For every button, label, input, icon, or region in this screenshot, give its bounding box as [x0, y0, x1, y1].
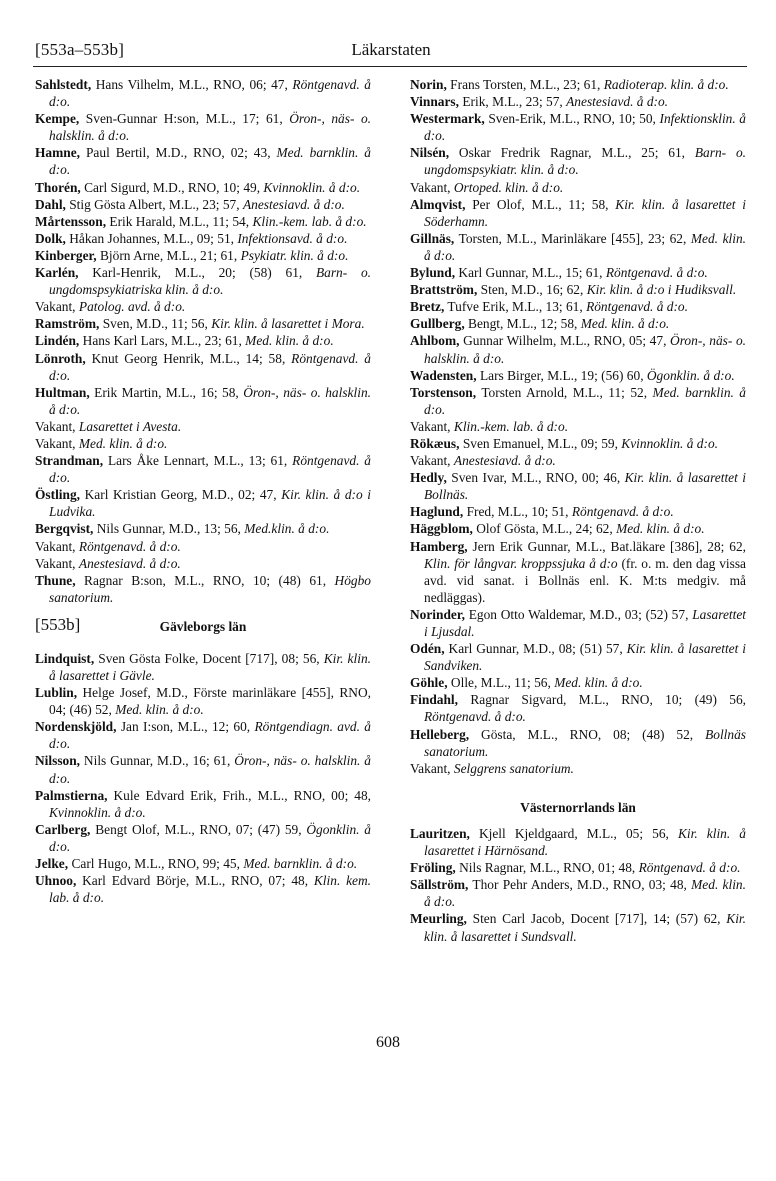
- directory-entry: [35, 486, 371, 520]
- entry-details: Vakant,: [35, 418, 79, 434]
- section-heading: [35, 614, 371, 640]
- directory-entry: [410, 332, 746, 366]
- entry-details: Hans Karl Lars, M.L., 23; 61,: [79, 333, 246, 349]
- entry-name: Ramström,: [35, 316, 100, 332]
- entry-details: Karl-Henrik, M.L., 20; (58) 61,: [78, 265, 316, 281]
- entry-workplace: Anestesiavd. å d:o.: [78, 555, 181, 571]
- entry-name: Wadensten,: [410, 367, 477, 383]
- entry-name: Lönroth,: [35, 350, 86, 366]
- entry-details: Hans Vilhelm, M.L., RNO, 06; 47,: [91, 77, 293, 92]
- entry-workplace: Med. klin. å d:o.: [424, 230, 746, 263]
- entry-name: Östling,: [35, 487, 81, 503]
- entry-workplace: Infektionsklin. å d:o.: [424, 111, 746, 144]
- entry-details: Vakant,: [410, 760, 454, 776]
- directory-entry: [35, 144, 371, 178]
- directory-entry: [35, 821, 371, 855]
- directory-entry: [410, 418, 746, 435]
- entry-workplace: Kvinnoklin. å d:o.: [49, 804, 146, 820]
- entry-name: Göhle,: [410, 675, 448, 691]
- entry-details: Frans Torsten, M.L., 23; 61,: [446, 77, 604, 92]
- entry-details: Nils Gunnar, M.D., 13; 56,: [93, 521, 245, 537]
- directory-entry: [35, 452, 371, 486]
- entry-name: Norinder,: [410, 606, 465, 622]
- entry-details: Jern Erik Gunnar, M.L., Bat.läkare [386], 28; 62,: [467, 538, 746, 554]
- directory-entry: [35, 196, 371, 213]
- entry-workplace: Barn- o. ungdomspsykiatr. klin. å d:o.: [424, 145, 746, 178]
- directory-entry: [410, 538, 746, 606]
- entry-details: Sven Emanuel, M.L., 09; 59,: [459, 435, 622, 451]
- entry-workplace: Klin. kem. lab. å d:o.: [49, 873, 371, 906]
- directory-entry: [410, 384, 746, 418]
- entry-details: Helge Josef, M.D., Förste marinläkare [455], RNO, 04; (46) 52,: [49, 685, 371, 718]
- entry-name: Meurling,: [410, 911, 467, 927]
- entry-workplace: Med. barnklin. å d:o.: [424, 384, 746, 417]
- directory-entry: [410, 93, 746, 110]
- entry-workplace: Öron-, näs- o. halsklin. å d:o.: [49, 753, 371, 786]
- section-title: Västernorrlands län: [520, 799, 636, 815]
- right-column: [410, 76, 746, 945]
- entry-details: Egon Otto Waldemar, M.D., 03; (52) 57,: [464, 606, 693, 622]
- entry-workplace: Med. klin. å d:o.: [580, 316, 670, 332]
- directory-entry: [410, 825, 746, 859]
- entry-details: Jan I:son, M.L., 12; 60,: [116, 719, 255, 735]
- entry-details: Vakant,: [35, 435, 79, 451]
- entry-workplace: Röntgenavd. å d:o.: [605, 265, 708, 281]
- entry-details: Vakant,: [410, 179, 454, 195]
- entry-workplace: Ögonklin. å d:o.: [646, 367, 735, 383]
- entry-workplace: Röntgenavd. å d:o.: [49, 453, 371, 486]
- entry-details: Karl Kristian Georg, M.D., 02; 47,: [80, 487, 282, 503]
- entry-details: Nils Gunnar, M.D., 16; 61,: [80, 753, 235, 769]
- entry-details: Gösta, M.L., RNO, 08; (48) 52,: [469, 726, 706, 742]
- entry-workplace: Anestesiavd. å d:o.: [566, 94, 669, 110]
- entry-workplace: Röntgenavd. å d:o.: [49, 350, 371, 383]
- entry-workplace: Öron-, näs- o. halsklin. å d:o.: [49, 111, 371, 144]
- entry-details: Thor Pehr Anders, M.D., RNO, 03; 48,: [468, 877, 692, 893]
- entry-details: Kjell Kjeldgaard, M.L., 05; 56,: [469, 825, 678, 841]
- entry-name: Brattström,: [410, 282, 478, 298]
- entry-note: (fr. o. m. den dag vissa avd. vid sanat. i Bollnäs enl. K. M:ts medgiv. må nedläggas).: [424, 555, 746, 605]
- entry-workplace: Barn- o. ungdomspsykiatriska klin. å d:o.: [49, 265, 371, 298]
- directory-entry: [410, 760, 746, 777]
- directory-entry: [35, 384, 371, 418]
- entry-details: Vakant,: [35, 555, 79, 571]
- entry-list: [410, 825, 746, 945]
- section-ref: [553b]: [35, 614, 81, 634]
- header-rule: [33, 66, 747, 67]
- directory-entry: [410, 640, 746, 674]
- directory-entry: [35, 520, 371, 537]
- entry-name: Thorén,: [35, 179, 81, 195]
- entry-name: Gullberg,: [410, 316, 465, 332]
- entry-workplace: Röntgenavd. å d:o.: [49, 77, 371, 110]
- entry-details: Carl Hugo, M.L., RNO, 99; 45,: [68, 856, 244, 872]
- directory-entry: [410, 298, 746, 315]
- entry-details: Erik Martin, M.L., 16; 58,: [89, 384, 244, 400]
- entry-workplace: Med. klin. å d:o.: [115, 702, 204, 718]
- directory-entry: [35, 264, 371, 298]
- entry-name: Norin,: [410, 77, 447, 92]
- entry-list: [35, 76, 371, 606]
- directory-entry: [410, 910, 746, 944]
- entry-name: Karlén,: [35, 265, 79, 281]
- section-title: Gävleborgs län: [159, 618, 247, 634]
- entry-name: Hultman,: [35, 384, 90, 400]
- directory-entry: [410, 264, 746, 281]
- entry-details: Vakant,: [35, 299, 79, 315]
- section-reference: [553a–553b]: [35, 40, 125, 59]
- entry-details: Erik Harald, M.L., 11; 54,: [106, 213, 253, 229]
- entry-details: Sten, M.D., 16; 62,: [477, 282, 587, 298]
- entry-details: Sten Carl Jacob, Docent [717], 14; (57) 62,: [466, 911, 727, 927]
- entry-name: Kinberger,: [35, 247, 97, 263]
- entry-list: [410, 76, 746, 777]
- entry-name: Lindquist,: [35, 650, 95, 666]
- entry-name: Torstenson,: [410, 384, 477, 400]
- entry-workplace: Med. barnklin. å d:o.: [243, 856, 358, 872]
- entry-details: Vakant,: [410, 418, 454, 434]
- entry-workplace: Röntgenavd. å d:o.: [424, 709, 526, 725]
- directory-entry: [35, 350, 371, 384]
- directory-entry: [410, 144, 746, 178]
- directory-entry: [410, 726, 746, 760]
- directory-entry: [35, 213, 371, 230]
- directory-entry: [410, 76, 746, 93]
- entry-name: Dahl,: [35, 196, 66, 212]
- entry-workplace: Röntgenavd. å d:o.: [586, 299, 688, 315]
- entry-workplace: Med. klin. å d:o.: [424, 877, 746, 910]
- entry-workplace: Anestesiavd. å d:o.: [242, 196, 345, 212]
- entry-workplace: Röntgenavd. å d:o.: [638, 860, 741, 876]
- entry-workplace: Kir. klin. å d:o i Hudiksvall.: [586, 282, 737, 298]
- entry-details: Sven Gösta Folke, Docent [717], 08; 56,: [94, 650, 324, 666]
- entry-name: Findahl,: [410, 692, 459, 708]
- entry-name: Nilsson,: [35, 753, 81, 769]
- directory-entry: [35, 872, 371, 906]
- directory-entry: [35, 179, 371, 196]
- entry-name: Bergqvist,: [35, 521, 94, 537]
- entry-workplace: Klin.-kem. lab. å d:o.: [453, 418, 569, 434]
- entry-name: Westermark,: [410, 111, 485, 127]
- entry-name: Odén,: [410, 641, 445, 657]
- entry-details: Olof Gösta, M.L., 24; 62,: [472, 521, 617, 537]
- entry-name: Carlberg,: [35, 821, 91, 837]
- entry-name: Haglund,: [410, 504, 464, 520]
- directory-entry: [410, 110, 746, 144]
- entry-name: Strandman,: [35, 453, 104, 469]
- directory-entry: [35, 572, 371, 606]
- entry-name: Almqvist,: [410, 196, 466, 212]
- entry-name: Rökæus,: [410, 435, 460, 451]
- entry-details: Kule Edvard Erik, Frih., M.L., RNO, 00; 48,: [107, 787, 371, 803]
- directory-entry: [35, 298, 371, 315]
- entry-workplace: Patolog. avd. å d:o.: [78, 299, 186, 315]
- directory-entry: [410, 469, 746, 503]
- entry-workplace: Ortoped. klin. å d:o.: [453, 179, 564, 195]
- left-column: [35, 76, 371, 906]
- entry-details: Sven-Erik, M.L., RNO, 10; 50,: [484, 111, 660, 127]
- directory-entry: [35, 718, 371, 752]
- directory-entry: [35, 315, 371, 332]
- directory-entry: [35, 110, 371, 144]
- directory-entry: [35, 752, 371, 786]
- entry-details: Vakant,: [35, 538, 79, 554]
- entry-name: Helleberg,: [410, 726, 470, 742]
- running-title: Läkarstaten: [351, 40, 431, 59]
- entry-workplace: Med. klin. å d:o.: [245, 333, 334, 349]
- entry-details: Sven Ivar, M.L., RNO, 00; 46,: [446, 470, 625, 486]
- entry-details: Bengt Olof, M.L., RNO, 07; (47) 59,: [90, 821, 307, 837]
- entry-name: Bretz,: [410, 299, 445, 315]
- entry-name: Fröling,: [410, 860, 456, 876]
- entry-name: Hamberg,: [410, 538, 468, 554]
- entry-details: Sven-Gunnar H:son, M.L., 17; 61,: [79, 111, 290, 127]
- entry-workplace: Röntgendiagn. avd. å d:o.: [49, 719, 371, 752]
- directory-entry: [410, 503, 746, 520]
- directory-entry: [410, 674, 746, 691]
- directory-entry: [410, 179, 746, 196]
- entry-workplace: Med. klin. å d:o.: [78, 435, 168, 451]
- entry-name: Bylund,: [410, 265, 456, 281]
- entry-name: Kempe,: [35, 111, 80, 127]
- entry-workplace: Kir. klin. å lasarettet i Sundsvall.: [424, 911, 746, 944]
- page-header: [35, 40, 747, 66]
- entry-name: Vinnars,: [410, 94, 459, 110]
- entry-name: Hedly,: [410, 470, 447, 486]
- entry-workplace: Öron-, näs- o. halsklin. å d:o.: [424, 333, 746, 366]
- entry-workplace: Röntgenavd. å d:o.: [571, 504, 674, 520]
- entry-name: Ahlbom,: [410, 333, 460, 349]
- entry-name: Gillnäs,: [410, 230, 455, 246]
- entry-workplace: Med.klin. å d:o.: [244, 521, 330, 537]
- entry-workplace: Lasarettet i Ljusdal.: [424, 606, 746, 639]
- entry-workplace: Kir. klin. å lasarettet i Sandviken.: [424, 641, 746, 674]
- entry-details: Sven, M.D., 11; 56,: [99, 316, 212, 332]
- entry-details: Karl Gunnar, M.L., 15; 61,: [455, 265, 606, 281]
- entry-details: Lars Åke Lennart, M.L., 13; 61,: [103, 453, 293, 469]
- entry-workplace: Ögonklin. å d:o.: [49, 821, 371, 854]
- entry-details: Lars Birger, M.L., 19; (56) 60,: [476, 367, 647, 383]
- entry-workplace: Högbo sanatorium.: [49, 572, 371, 605]
- entry-details: Knut Georg Henrik, M.L., 14; 58,: [85, 350, 292, 366]
- entry-details: Gunnar Wilhelm, M.L., RNO, 05; 47,: [459, 333, 671, 349]
- directory-entry: [35, 418, 371, 435]
- entry-workplace: Kir. klin. å lasarettet i Söderhamn.: [424, 196, 747, 229]
- directory-entry: [410, 230, 746, 264]
- entry-name: Lauritzen,: [410, 825, 470, 841]
- entry-workplace: Kir. klin. å lasarettet i Härnösand.: [424, 825, 746, 859]
- entry-name: Thune,: [35, 572, 76, 588]
- entry-workplace: Kir. klin. å d:o i Ludvika.: [49, 487, 371, 520]
- entry-workplace: Röntgenavd. å d:o.: [78, 538, 181, 554]
- directory-entry: [35, 76, 371, 110]
- entry-details: Per Olof, M.L., 11; 58,: [465, 196, 616, 212]
- entry-details: Ragnar Sigvard, M.L., RNO, 10; (49) 56,: [458, 692, 746, 708]
- entry-workplace: Anestesiavd. å d:o.: [453, 453, 556, 469]
- entry-details: Oskar Fredrik Ragnar, M.L., 25; 61,: [449, 145, 695, 161]
- entry-details: Torsten Arnold, M.L., 11; 52,: [476, 384, 653, 400]
- entry-details: Fred, M.L., 10; 51,: [463, 504, 572, 520]
- directory-entry: [35, 855, 371, 872]
- directory-entry: [35, 230, 371, 247]
- entry-workplace: Radioterap. klin. å d:o.: [603, 77, 729, 92]
- entry-details: Karl Edvard Börje, M.L., RNO, 07; 48,: [76, 873, 314, 889]
- entry-name: Mårtensson,: [35, 213, 107, 229]
- entry-details: Carl Sigurd, M.D., RNO, 10; 49,: [80, 179, 264, 195]
- directory-entry: [410, 196, 746, 230]
- entry-workplace: Infektionsavd. å d:o.: [237, 230, 348, 246]
- directory-entry: [410, 876, 746, 910]
- entry-workplace: Bollnäs sanatorium.: [424, 726, 746, 759]
- directory-entry: [35, 332, 371, 349]
- entry-details: Stig Gösta Albert, M.L., 23; 57,: [65, 196, 243, 212]
- entry-name: Uhnoo,: [35, 873, 77, 889]
- directory-entry: [35, 247, 371, 264]
- entry-workplace: Öron-, näs- o. halsklin. å d:o.: [49, 384, 371, 417]
- entry-details: Olle, M.L., 11; 56,: [447, 675, 555, 691]
- entry-name: Häggblom,: [410, 521, 473, 537]
- entry-name: Jelke,: [35, 856, 69, 872]
- entry-workplace: Selggrens sanatorium.: [453, 760, 574, 776]
- entry-details: Erik, M.L., 23; 57,: [459, 94, 567, 110]
- directory-entry: [410, 520, 746, 537]
- entry-details: Tufve Erik, M.L., 13; 61,: [444, 299, 587, 315]
- entry-details: Bengt, M.L., 12; 58,: [464, 316, 581, 332]
- directory-entry: [410, 452, 746, 469]
- entry-details: Björn Arne, M.L., 21; 61,: [96, 247, 241, 263]
- entry-details: Nils Ragnar, M.L., RNO, 01; 48,: [455, 860, 639, 876]
- entry-name: Dolk,: [35, 230, 66, 246]
- directory-entry: [410, 281, 746, 298]
- directory-entry: [35, 650, 371, 684]
- entry-workplace: Kir. klin. å lasarettet i Gävle.: [49, 650, 371, 683]
- entry-details: Karl Gunnar, M.D., 08; (51) 57,: [444, 641, 627, 657]
- entry-name: Nilsén,: [410, 145, 450, 161]
- page-number: 608: [376, 1034, 400, 1051]
- directory-entry: [410, 315, 746, 332]
- directory-entry: [35, 435, 371, 452]
- directory-entry: [410, 859, 746, 876]
- entry-details: Ragnar B:son, M.L., RNO, 10; (48) 61,: [75, 572, 335, 588]
- entry-name: Nordenskjöld,: [35, 719, 117, 735]
- entry-name: Palmstierna,: [35, 787, 108, 803]
- entry-details: Torsten, M.L., Marinläkare [455], 23; 62,: [454, 230, 691, 246]
- directory-entry: [35, 555, 371, 572]
- entry-workplace: Kvinnoklin. å d:o.: [621, 435, 718, 451]
- entry-details: Håkan Johannes, M.L., 09; 51,: [65, 230, 238, 246]
- entry-name: Hamne,: [35, 145, 81, 161]
- directory-entry: [410, 691, 746, 725]
- entry-workplace: Kvinnoklin. å d:o.: [263, 179, 361, 195]
- entry-name: Sällström,: [410, 877, 469, 893]
- directory-entry: [410, 606, 746, 640]
- entry-workplace: Kir. klin. å lasarettet i Mora.: [211, 316, 365, 332]
- entry-name: Lindén,: [35, 333, 80, 349]
- entry-workplace: Med. klin. å d:o.: [554, 675, 643, 691]
- entry-details: Paul Bertil, M.D., RNO, 02; 43,: [80, 145, 277, 161]
- directory-entry: [410, 435, 746, 452]
- directory-entry: [35, 538, 371, 555]
- entry-workplace: Med. barnklin. å d:o.: [49, 145, 372, 178]
- directory-entry: [35, 684, 371, 718]
- entry-workplace: Lasarettet i Avesta.: [78, 418, 182, 434]
- entry-name: Lublin,: [35, 685, 78, 701]
- entry-workplace: Psykiatr. klin. å d:o.: [240, 247, 349, 263]
- entry-name: Sahlstedt,: [35, 77, 92, 92]
- directory-entry: [35, 787, 371, 821]
- entry-details: Vakant,: [410, 453, 454, 469]
- entry-workplace: Med. klin. å d:o.: [616, 521, 705, 537]
- directory-entry: [410, 367, 746, 384]
- entry-list: [35, 650, 371, 906]
- entry-workplace: Klin. för långvar. kroppssjuka å d:o: [424, 555, 618, 571]
- entry-workplace: Klin.-kem. lab. å d:o.: [252, 213, 367, 229]
- entry-workplace: Kir. klin. å lasarettet i Bollnäs.: [424, 470, 747, 503]
